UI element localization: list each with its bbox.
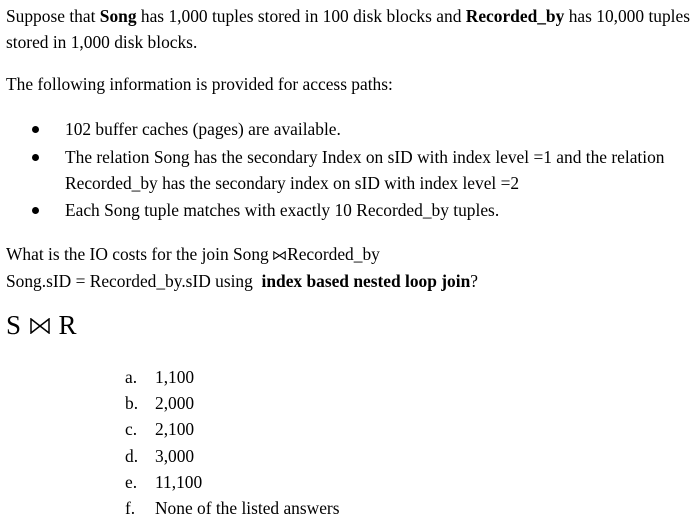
option-letter: f. bbox=[125, 497, 136, 518]
join-left-relation: S bbox=[6, 310, 22, 340]
option-text: None of the listed answers bbox=[155, 497, 340, 518]
question-text bbox=[6, 241, 478, 294]
bullet-text: 102 buffer caches (pages) are available. bbox=[65, 119, 341, 139]
option-letter: e. bbox=[125, 471, 138, 492]
intro-text-1: Suppose that bbox=[6, 6, 100, 26]
option-letter: a. bbox=[125, 367, 138, 387]
option-text: 11,100 bbox=[155, 471, 203, 492]
bullet-icon bbox=[32, 207, 39, 214]
join-right-relation: R bbox=[58, 310, 77, 340]
option-text: 2,100 bbox=[155, 419, 195, 440]
intro-text-3: has 10,000 tuples stored in 1,000 disk blocks. bbox=[6, 6, 690, 52]
bullet-icon bbox=[32, 126, 39, 133]
join-expression bbox=[6, 308, 77, 342]
bullet-icon bbox=[32, 154, 39, 161]
song-relation-name: Song bbox=[99, 6, 137, 26]
option-letter: d. bbox=[125, 445, 139, 466]
list-item bbox=[0, 116, 692, 143]
question-line-2 bbox=[6, 268, 478, 295]
join-symbol-icon bbox=[273, 251, 286, 260]
access-path-list bbox=[0, 116, 692, 223]
join-condition-text: Song.sID = Recorded_by.sID using bbox=[6, 270, 262, 291]
option-letter: c. bbox=[125, 419, 138, 440]
option-text: 2,000 bbox=[155, 393, 195, 414]
bullet-text: The relation Song has the secondary Index on sID with index level =1 and the relation Recorded_by has the secondary index on sID with index level =2 bbox=[65, 146, 665, 193]
question-text-a: What is the IO costs for the join Song bbox=[6, 244, 274, 264]
option-text: 1,100 bbox=[155, 367, 195, 387]
list-item bbox=[0, 197, 692, 224]
list-item bbox=[0, 144, 692, 197]
join-symbol-large-icon bbox=[30, 318, 50, 334]
problem-statement bbox=[6, 3, 690, 55]
intro-text-2: has 1,000 tuples stored in 100 disk blocks and bbox=[136, 6, 466, 26]
bullet-text: Each Song tuple matches with exactly 10 Recorded_by tuples. bbox=[65, 199, 500, 220]
question-text-b: Recorded_by bbox=[287, 244, 380, 264]
option-letter: b. bbox=[125, 393, 139, 414]
question-mark-text: ? bbox=[470, 270, 478, 291]
recorded-by-relation-name: Recorded_by bbox=[465, 6, 565, 26]
join-method-text: index based nested loop join bbox=[261, 270, 471, 291]
option-text: 3,000 bbox=[155, 445, 195, 466]
access-paths-intro: The following information is provided for access paths: bbox=[6, 74, 393, 94]
question-line-1 bbox=[6, 241, 478, 268]
